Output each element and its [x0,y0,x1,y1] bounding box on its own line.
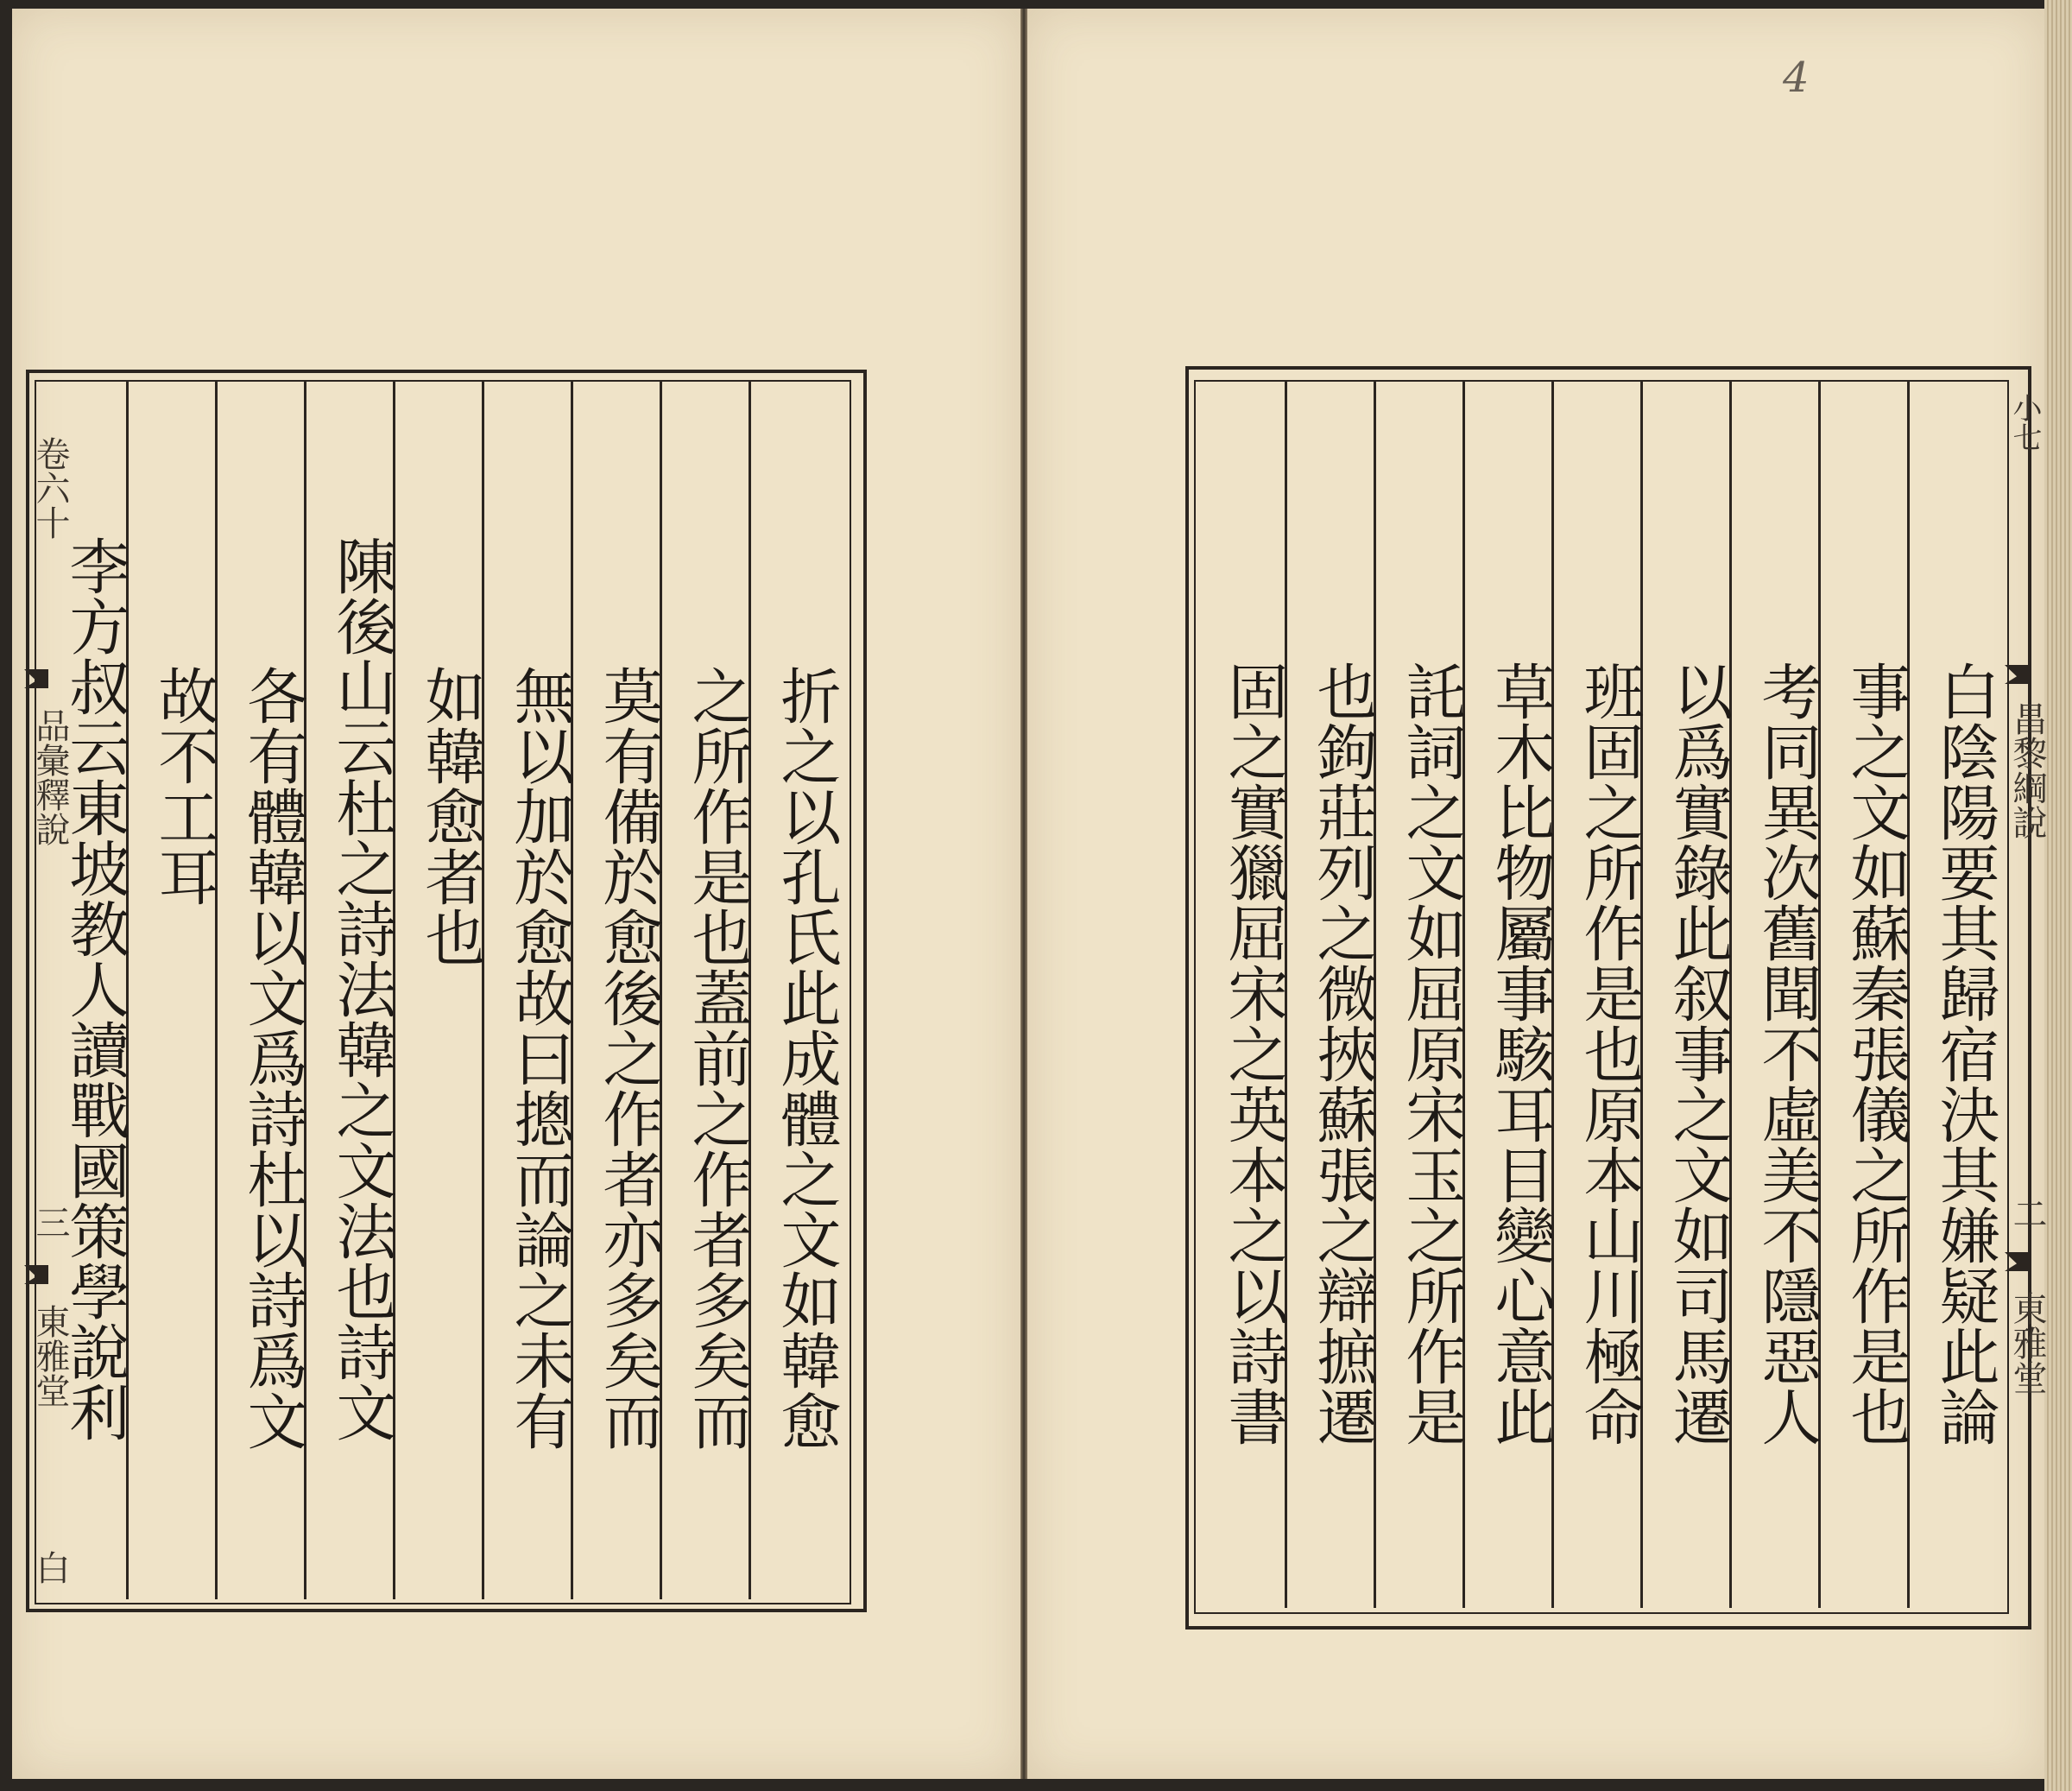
right-margin-title: 昌黎綱說 [2007,701,2047,839]
right-text-column: 以爲實錄此叙事之文如司馬遷 [1663,661,1734,1446]
left-text-column: 如韓愈者也 [415,665,486,967]
book-gutter [1020,9,1027,1779]
right-text-column: 也鉤莊列之微挾蘇張之辯摭遷 [1307,661,1378,1446]
left-text-column: 故不工耳 [148,665,219,907]
left-text-column: 無以加於愈故曰摠而論之未有 [504,665,575,1451]
left-margin-folio: 三 [30,1205,70,1239]
left-text-column: 各有體韓以文爲詩杜以詩爲文 [237,665,308,1451]
left-text-column: 折之以孔氏此成體之文如韓愈 [771,665,842,1451]
left-text-column: 陳後山云杜之詩法韓之文法也詩文 [326,535,397,1442]
left-text-column: 莫有備於愈後之作者亦多矣而 [593,665,664,1451]
pencil-page-number: 4 [1783,54,1810,102]
right-margin-publisher: 東雅堂 [2007,1291,2047,1395]
right-margin-volume: 小七 [2007,393,2042,452]
right-text-column: 班固之所作是也原本山川極命 [1574,661,1645,1446]
right-text-column: 固之實獵屈宋之英本之以詩書 [1218,661,1289,1446]
right-text-column: 事之文如蘇秦張儀之所作是也 [1841,661,1911,1446]
right-text-column: 考同異次舊聞不虛美不隱惡人 [1752,661,1822,1446]
right-margin-folio: 二 [2007,1196,2047,1231]
page-edges [2044,0,2072,1791]
left-margin-publisher: 東雅堂 [30,1304,70,1408]
right-text-column: 白陰陽要其歸宿決其嫌疑此論 [1930,661,2000,1446]
left-margin-volume: 卷六十 [30,436,70,540]
right-text-column: 草木比物屬事駭耳目變心意此 [1485,661,1556,1446]
right-text-column: 託詞之文如屈原宋玉之所作是 [1396,661,1467,1446]
left-text-column: 之所作是也蓋前之作者多矣而 [682,665,753,1451]
left-text-column: 李方叔云東坡教人讀戰國策學說利 [60,535,130,1442]
left-margin-bottom: 白 [30,1550,70,1585]
left-margin-title: 品彙釋說 [30,708,70,846]
